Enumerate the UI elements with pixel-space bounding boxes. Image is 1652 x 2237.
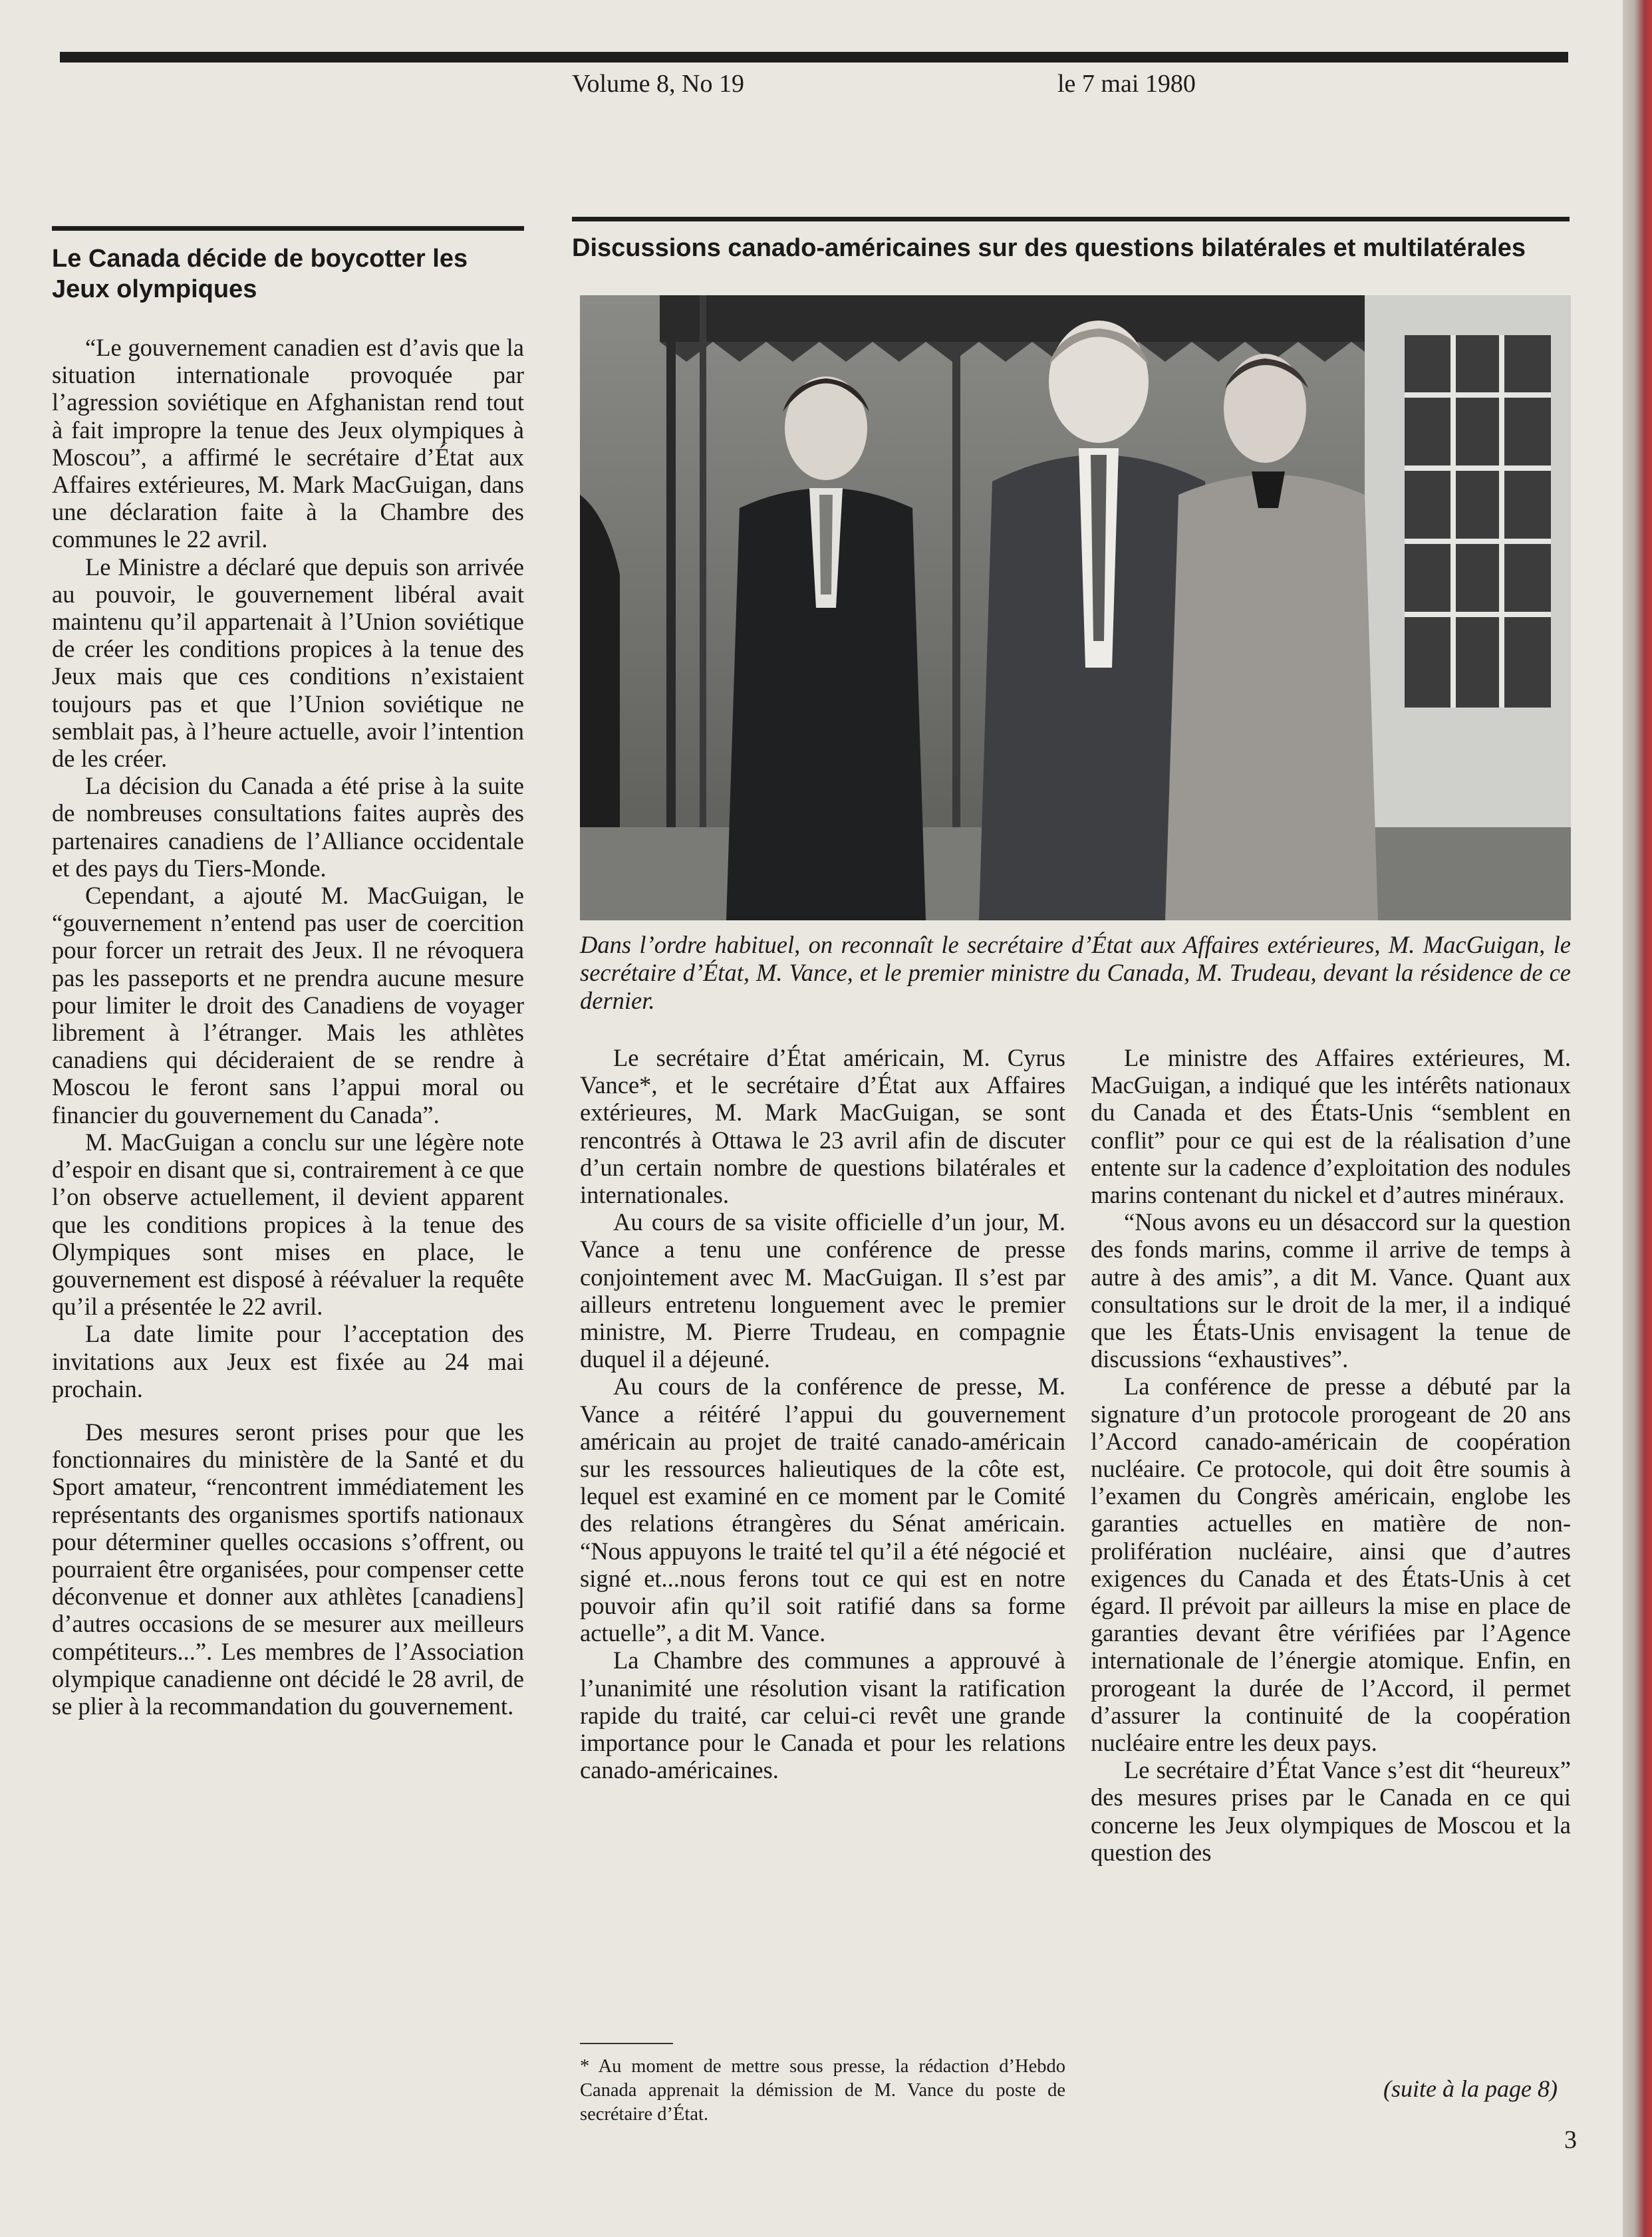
paragraph: La décision du Canada a été prise à la suite de nombreuses consultations faites auprès des partenaires canadiens de l’Alliance occidentale et des pays du Tiers-Monde. [52, 772, 524, 882]
paragraph: Le secrétaire d’État Vance s’est dit “heureux” des mesures prises par le Canada en ce qui concerne les Jeux olympiques de Moscou et la question des [1091, 1756, 1571, 1866]
paragraph: Cependant, a ajouté M. MacGuigan, le “gouvernement n’entend pas user de coercition pour forcer un retrait des Jeux. Il ne révoquera pas les passeports et ne prendra aucune mesure pour limiter le droit des Canadiens de voyager librement à l’étranger. Mais les athlètes canadiens qui décideraient de se rendre à Moscou le feront sans l’appui moral ou financier du gouvernement du Canada”. [52, 882, 524, 1128]
page-number: 3 [1564, 2126, 1577, 2154]
footnote [580, 2055, 1065, 2127]
right-headline: Discussions canado-américaines sur des questions bilatérales et multilatérales [572, 234, 1526, 262]
left-headline: Le Canada décide de boycotter les Jeux olympiques [52, 245, 468, 303]
binding-edge [1623, 0, 1652, 2237]
right-article-column-1 [580, 1044, 1065, 1783]
footnote-text: Au moment de mettre sous presse, la rédaction d’Hebdo Canada apprenait la démission de M. Vance du poste de secrétaire d’État. [580, 2056, 1065, 2125]
photo-caption: Dans l’ordre habituel, on reconnaît le secrétaire d’État aux Affaires extérieures, M. MacGuigan, le secrétaire d’État, M. Vance, et le premier ministre du Canada, M. Trudeau, devant la résidence de ce dernier. [580, 931, 1571, 1014]
volume-number: Volume 8, No 19 [572, 70, 744, 98]
paragraph: La conférence de presse a débuté par la signature d’un protocole prorogeant de 20 ans l’Accord canado-américain de coopération nucléaire. Ce protocole, qui doit être soumis à l’examen du Congrès américain, englobe les garanties actuelles en matière de non-prolifération nucléaire, ainsi que d’autres exigences du Canada et des États-Unis à cet égard. Il prévoit par ailleurs la mise en place de garanties devant être vérifiées par l’Agence internationale de l’énergie atomique. Enfin, en prorogeant la durée de l’Accord, il permet d’assurer la continuité de la coopération nucléaire entre les deux pays. [1091, 1373, 1571, 1757]
paragraph: Au cours de la conférence de presse, M. Vance a réitéré l’appui du gouvernement américain au projet de traité canado-américain sur les ressources halieutiques de la côte est, lequel est examiné en ce moment par le Comité des relations étrangères du Sénat américain. “Nous appuyons le traité tel qu’il a été négocié et signé et...nous ferons tout ce qui est en notre pouvoir afin qu’il soit ratifié dans sa forme actuelle”, a dit M. Vance. [580, 1373, 1065, 1647]
paragraph: Le Ministre a déclaré que depuis son arrivée au pouvoir, le gouvernement libéral avait maintenu qu’il appartenait à l’Union soviétique de créer les conditions propices à la tenue des Jeux mais que ces conditions n’existaient toujours pas et que l’Union soviétique ne semblait pas, à l’heure actuelle, avoir l’intention de les créer. [52, 553, 524, 773]
paragraph: M. MacGuigan a conclu sur une légère note d’espoir en disant que si, contrairement à ce que l’on observe actuellement, il devient apparent que les conditions propices à la tenue des Olympiques sont mises en place, le gouvernement est disposé à réévaluer la requête qu’il a présentée le 22 avril. [52, 1128, 524, 1321]
right-article-column-2 [1091, 1044, 1571, 1866]
photo-three-men-icon [580, 295, 1571, 920]
paragraph: Le secrétaire d’État américain, M. Cyrus Vance*, et le secrétaire d’État aux Affaires extérieures, M. Mark MacGuigan, se sont rencontrés à Ottawa le 23 avril afin de discuter d’un certain nombre de questions bilatérales et internationales. [580, 1044, 1065, 1209]
left-column-rule [52, 226, 524, 231]
paragraph: La Chambre des communes a approuvé à l’unanimité une résolution visant la ratification rapide du traité, car celui-ci revêt une grande importance pour le Canada et pour les relations canado-américaines. [580, 1646, 1065, 1784]
paragraph: Le ministre des Affaires extérieures, M. MacGuigan, a indiqué que les intérêts nationaux du Canada et des États-Unis “semblent en conflit” pour ce qui est de la réalisation d’une entente sur la cadence d’exploitation des nodules marins contenant du nickel et d’autres minéraux. [1091, 1044, 1571, 1209]
issue-date: le 7 mai 1980 [1057, 70, 1196, 98]
paragraph: La date limite pour l’acceptation des invitations aux Jeux est fixée au 24 mai prochain. [52, 1320, 524, 1402]
continued-note: (suite à la page 8) [1383, 2075, 1558, 2102]
paragraph: Des mesures seront prises pour que les fonctionnaires du ministère de la Santé et du Sport amateur, “rencontrent immédiatement les représentants des organismes sportifs nationaux pour déterminer quelles occasions s’offrent, ou pourraient être organisées, pour compenser cette déconvenue et donner aux athlètes [canadiens] d’autres occasions de se mesurer aux meilleurs compétiteurs...”. Les membres de l’Association olympique canadienne ont décidé le 28 avril, de se plier à la recommandation du gouvernement. [52, 1418, 524, 1720]
paragraph: Au cours de sa visite officielle d’un jour, M. Vance a tenu une conférence de presse conjointement avec M. MacGuigan. Il s’est par ailleurs entretenu longuement avec le premier ministre, M. Pierre Trudeau, en compagnie duquel il a déjeuné. [580, 1208, 1065, 1373]
top-rule [60, 52, 1568, 63]
paragraph: “Nous avons eu un désaccord sur la question des fonds marins, comme il arrive de temps à autre à des amis”, a dit M. Vance. Quant aux consultations sur le droit de la mer, il a indiqué que les États-Unis envisagent la tenue de discussions “exhaustives”. [1091, 1208, 1571, 1373]
footnote-rule [580, 2043, 673, 2044]
left-article-body [52, 334, 524, 1720]
paragraph: “Le gouvernement canadien est d’avis que la situation internationale provoquée par l’agression soviétique en Afghanistan rend tout à fait impropre la tenue des Jeux olympiques à Moscou”, a affirmé le secrétaire d’État aux Affaires extérieures, M. Mark MacGuigan, dans une déclaration faite à la Chambre des communes le 22 avril. [52, 334, 524, 553]
right-column-rule [572, 217, 1570, 221]
footnote-marker: * [580, 2056, 599, 2077]
